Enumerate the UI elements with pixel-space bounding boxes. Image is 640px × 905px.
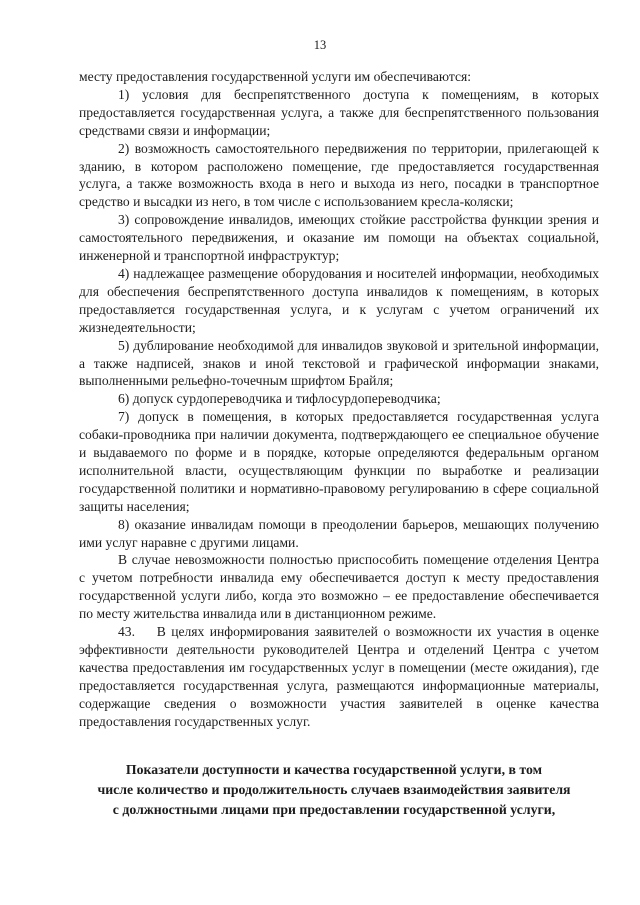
list-item-6: 6) допуск сурдопереводчика и тифлосурдопереводчика; — [118, 391, 441, 407]
list-item-3: 3) сопровождение инвалидов, имеющих стойкие расстройства функции зрения и самостоятельного передвижения, и оказание им помощи на объектах социальной, инженерной и транспортной инфраструктур; — [79, 212, 599, 264]
body-text — [79, 68, 603, 731]
list-item-8: 8) оказание инвалидам помощи в преодолении барьеров, мешающих получению ими услуг наравне с другими лицами. — [79, 516, 599, 550]
heading-line-3: с должностными лицами при предоставлении государственной услуги, — [112, 802, 556, 817]
list-item-4: 4) надлежащее размещение оборудования и носителей информации, необходимых для обеспечения беспрепятственного доступа инвалидов к помещениям, в которых предоставляется государственная услуга, и к услугам с учетом ограничений их жизнедеятельности; — [79, 265, 599, 335]
heading-line-1: Показатели доступности и качества государственной услуги, в том — [125, 762, 543, 777]
list-item-7: 7) допуск в помещения, в которых предоставляется государственная услуга собаки-проводника при наличии документа, подтверждающего ее специальное обучение и выдаваемого по форме и в порядке, которые определяются федеральным органом исполнительной власти, осуществляющим функции по выработке и реализации государственной политики и нормативно-правовому регулированию в сфере социальной защиты населения; — [79, 409, 599, 514]
list-item-5: 5) дублирование необходимой для инвалидов звуковой и зрительной информации, а также надписей, знаков и иной текстовой и графической информации знаками, выполненными рельефно-точечным шрифтом Брайля; — [79, 337, 599, 389]
list-item-1: 1) условия для беспрепятственного доступа к помещениям, в которых предоставляется государственная услуга, а также для беспрепятственного пользования средствами связи и информации; — [79, 86, 599, 138]
paragraph-43: 43. В целях информирования заявителей о возможности их участия в оценке эффективности деятельности руководителей Центра и отделений Центра с учетом качества предоставления им государственных услуг в помещении (месте ожидания), где предоставляется государственная услуга, размещаются информационные материалы, содержащие сведения о возможности участия заявителей в оценке качества предоставления государственных услуг. — [79, 624, 603, 729]
section-heading — [70, 760, 598, 820]
paragraph-impossibility: В случае невозможности полностью приспособить помещение отделения Центра с учетом потребности инвалида ему обеспечивается доступ к месту предоставления государственной услуги либо, когда это возможно – ее предоставление обеспечивается по месту жительства инвалида или в дистанционном режиме. — [79, 552, 599, 622]
paragraph-continuation: месту предоставления государственной услуги им обеспечиваются: — [79, 69, 472, 84]
heading-line-2: числе количество и продолжительность случаев взаимодействия заявителя — [97, 782, 571, 797]
page-number: 13 — [313, 38, 327, 52]
list-item-2: 2) возможность самостоятельного передвижения по территории, прилегающей к зданию, в котором расположено помещение, где предоставляется государственная услуга, а также возможность входа в него и выхода из него, посадки в транспортное средство и высадки из него, в том числе с использованием кресла-коляски; — [79, 140, 599, 210]
